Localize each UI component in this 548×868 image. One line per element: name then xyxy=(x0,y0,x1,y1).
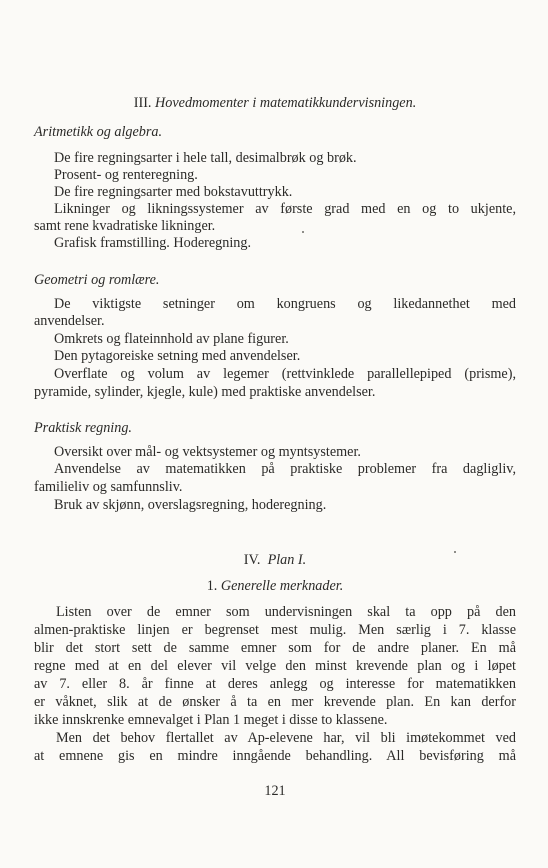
text-line: Omkrets og flateinnhold av plane figurer. xyxy=(54,331,289,347)
subsection-title-aritmetikk: Aritmetikk og algebra. xyxy=(34,124,163,140)
subsection-title-geometri: Geometri og romlære. xyxy=(34,272,160,288)
text-line: Grafisk framstilling. Hoderegning. xyxy=(54,235,252,251)
section-title: Plan xyxy=(267,552,295,568)
text-line: De fire regningsarter i hele tall, desimalbrøk og brøk. xyxy=(54,150,357,166)
text-line: familieliv og samfunnsliv. xyxy=(34,479,183,495)
text-line: Anvendelse av matematikken på praktiske problemer fra dagligliv, xyxy=(54,461,516,477)
text-line: De viktigste setninger om kongruens og likedannethet med xyxy=(54,296,516,312)
text-line: av 7. eller 8. år finne at deres anlegg og interesse for matematikken xyxy=(34,676,516,692)
subheading-generelle-merknader xyxy=(34,578,516,595)
subheading-number: 1. xyxy=(206,578,218,594)
section-number: III. xyxy=(133,95,152,111)
text-line: ikke innskrenke emnevalget i Plan 1 meget i disse to klassene. xyxy=(34,712,388,728)
section-title: Hovedmomenter i matematikkundervisningen. xyxy=(155,95,417,111)
text-line: er våknet, slik at de ønsker å ta en mer krevende plan. En kan derfor xyxy=(34,694,516,710)
text-line: at emnene gis en mindre inngående behandling. All bevisføring må xyxy=(34,748,516,764)
text-line: samt rene kvadratiske likninger. xyxy=(34,218,216,234)
text-line: De fire regningsarter med bokstavuttrykk. xyxy=(54,184,293,200)
text-line: pyramide, sylinder, kjegle, kule) med praktiske anvendelser. xyxy=(34,384,376,400)
text-line: Men det behov flertallet av Ap-elevene har, vil bli imøtekommet ved xyxy=(56,730,516,746)
text-line: regne med at en del elever vil velge den minst krevende plan og i løpet xyxy=(34,658,516,674)
text-line: Oversikt over mål- og vektsystemer og myntsystemer. xyxy=(54,444,361,460)
page-number: 121 xyxy=(264,783,286,799)
print-speck xyxy=(454,551,456,553)
section-heading-iv xyxy=(34,552,516,569)
text-line: Den pytagoreiske setning med anvendelser. xyxy=(54,348,301,364)
section-heading-iii xyxy=(34,95,516,112)
plan-number: I. xyxy=(297,552,307,568)
text-line: blir det stort sett de samme emner som for de andre planer. En må xyxy=(34,640,516,656)
text-line: Overflate og volum av legemer (rettvinklede parallellepiped (prisme), xyxy=(54,366,516,382)
text-line: anvendelser. xyxy=(34,313,105,329)
subheading-title: Generelle merknader. xyxy=(220,578,344,594)
text-line: Bruk av skjønn, overslagsregning, hoderegning. xyxy=(54,497,327,513)
text-line: Listen over de emner som undervisningen skal ta opp på den xyxy=(56,604,516,620)
print-speck xyxy=(302,231,304,233)
text-line: Likninger og likningssystemer av første grad med en og to ukjente, xyxy=(54,201,516,217)
section-number: IV. xyxy=(243,552,261,568)
text-line: almen-praktiske linjen er begrenset mest mulig. Men særlig i 7. klasse xyxy=(34,622,516,638)
text-line: Prosent- og renteregning. xyxy=(54,167,198,183)
subsection-title-praktisk: Praktisk regning. xyxy=(34,420,132,436)
